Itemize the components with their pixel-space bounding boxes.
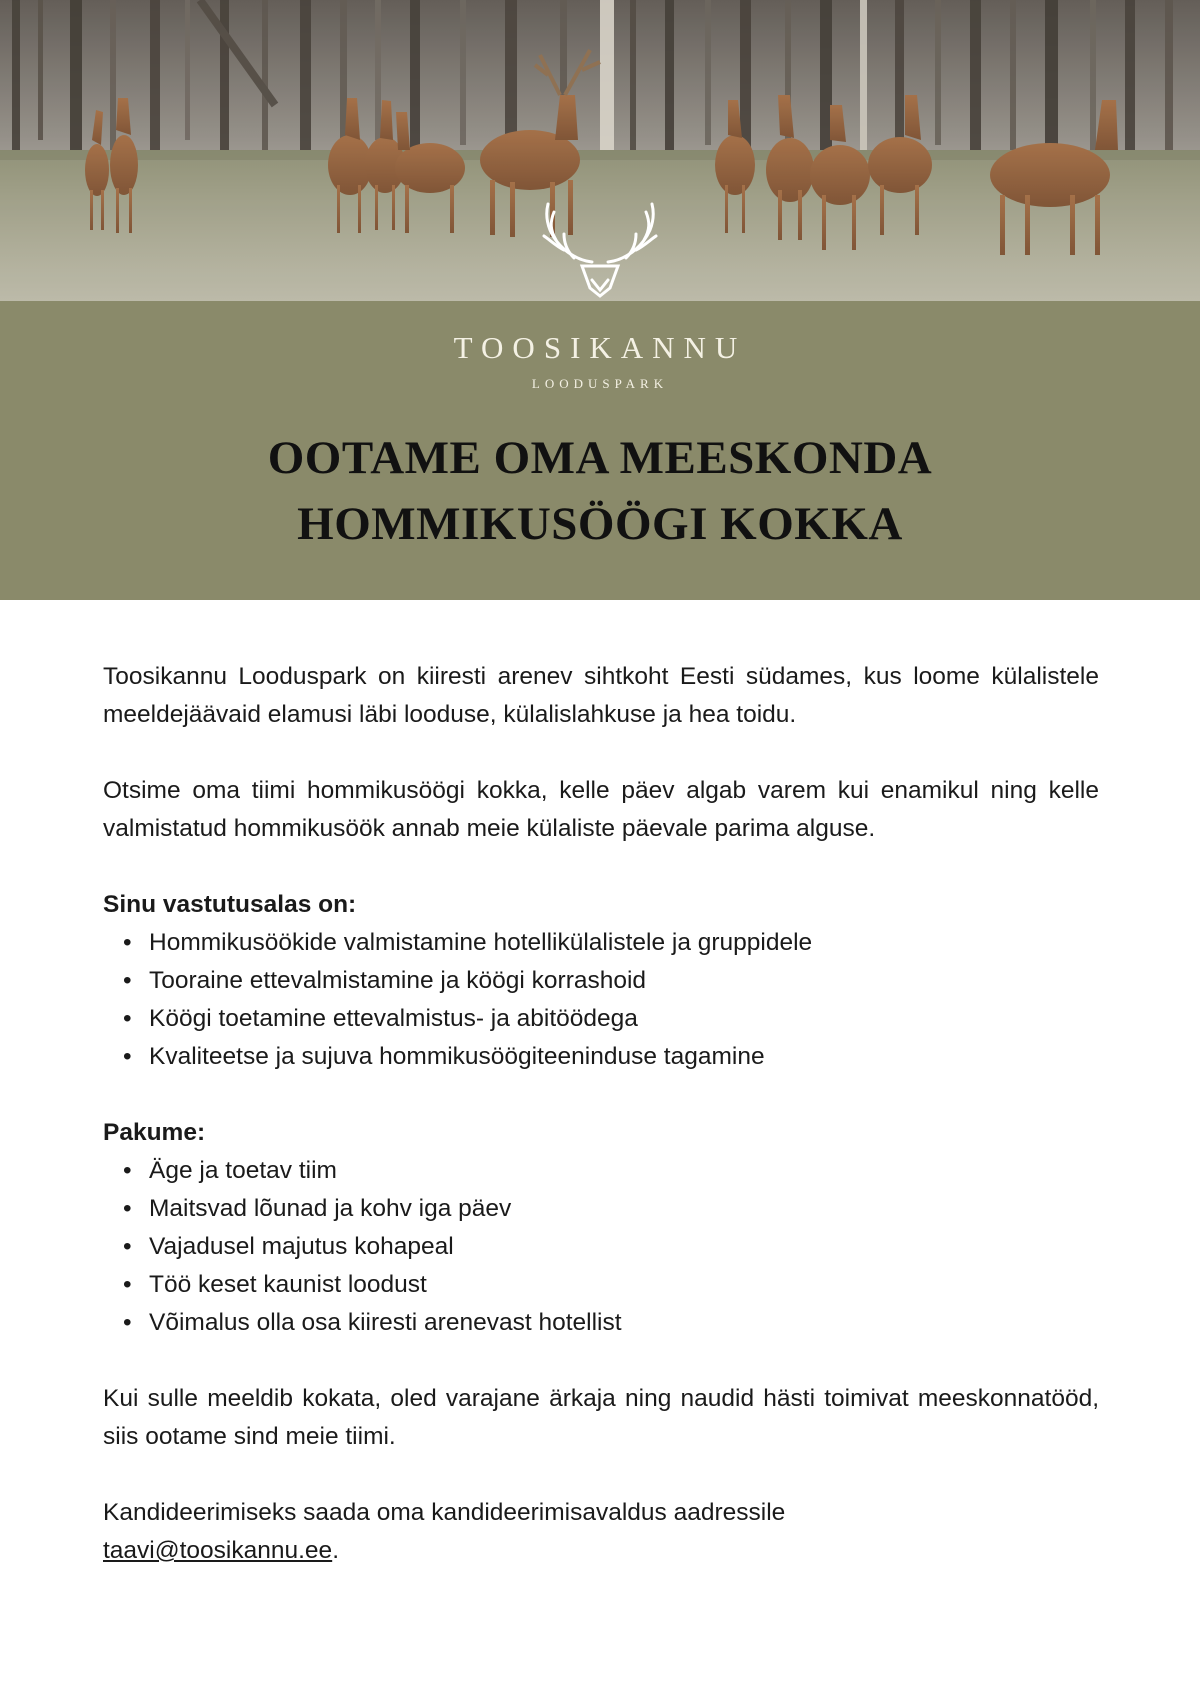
list-item: • Kvaliteetse ja sujuva hommikusöögiteeninduse tagamine xyxy=(103,1038,1099,1076)
offer-heading: Pakume: xyxy=(103,1119,206,1146)
list-item: • Töö keset kaunist loodust xyxy=(103,1266,1099,1304)
apply-paragraph xyxy=(103,1494,1099,1570)
list-item: • Vajadusel majutus kohapeal xyxy=(103,1228,1099,1266)
headline-line-2: HOMMIKUSÖÖGI KOKKA xyxy=(297,498,903,550)
list-item: • Äge ja toetav tiim xyxy=(103,1152,1099,1190)
bullet-icon: • xyxy=(123,929,132,956)
bullet-icon: • xyxy=(123,967,132,994)
closing-paragraph: Kui sulle meeldib kokata, oled varajane ärkaja ning naudid hästi toimivat meeskonnatööd, siis ootame sind meie tiimi. xyxy=(103,1385,1099,1450)
brand-name: TOOSIKANNU xyxy=(453,330,747,365)
list-item: • Võimalus olla osa kiiresti arenevast hotellist xyxy=(103,1304,1099,1342)
apply-end: . xyxy=(332,1537,339,1564)
deer-antler-logo-icon xyxy=(520,200,680,320)
page-headline xyxy=(0,425,1200,557)
offer-list xyxy=(103,1152,1099,1342)
bullet-icon: • xyxy=(123,1043,132,1070)
list-item: • Tooraine ettevalmistamine ja köögi korrashoid xyxy=(103,962,1099,1000)
list-item: • Maitsvad lõunad ja kohv iga päev xyxy=(103,1190,1099,1228)
responsibilities-heading: Sinu vastutusalas on: xyxy=(103,891,357,918)
bullet-icon: • xyxy=(123,1195,132,1222)
bullet-icon: • xyxy=(123,1309,132,1336)
bullet-icon: • xyxy=(123,1005,132,1032)
responsibilities-list xyxy=(103,924,1099,1076)
apply-text: Kandideerimiseks saada oma kandideerimisavaldus aadressile xyxy=(103,1499,786,1526)
intro-paragraph: Toosikannu Looduspark on kiiresti arenev sihtkoht Eesti südames, kus loome külalistele meeldejäävaid elamusi läbi looduse, külalislahkuse ja hea toidu. xyxy=(103,663,1099,728)
brand-subtitle: LOODUSPARK xyxy=(531,376,669,391)
job-description xyxy=(103,658,1099,1570)
bullet-icon: • xyxy=(123,1157,132,1184)
bullet-icon: • xyxy=(123,1233,132,1260)
list-item: • Köögi toetamine ettevalmistus- ja abitöödega xyxy=(103,1000,1099,1038)
list-item: • Hommikusöökide valmistamine hotellikülalistele ja gruppidele xyxy=(103,924,1099,962)
headline-line-1: OOTAME OMA MEESKONDA xyxy=(267,432,933,484)
email-link[interactable]: taavi@toosikannu.ee xyxy=(103,1537,333,1564)
bullet-icon: • xyxy=(123,1271,132,1298)
search-paragraph: Otsime oma tiimi hommikusöögi kokka, kelle päev algab varem kui enamikul ning kelle valmistatud hommikusöök annab meie külaliste päevale parima alguse. xyxy=(103,777,1099,842)
